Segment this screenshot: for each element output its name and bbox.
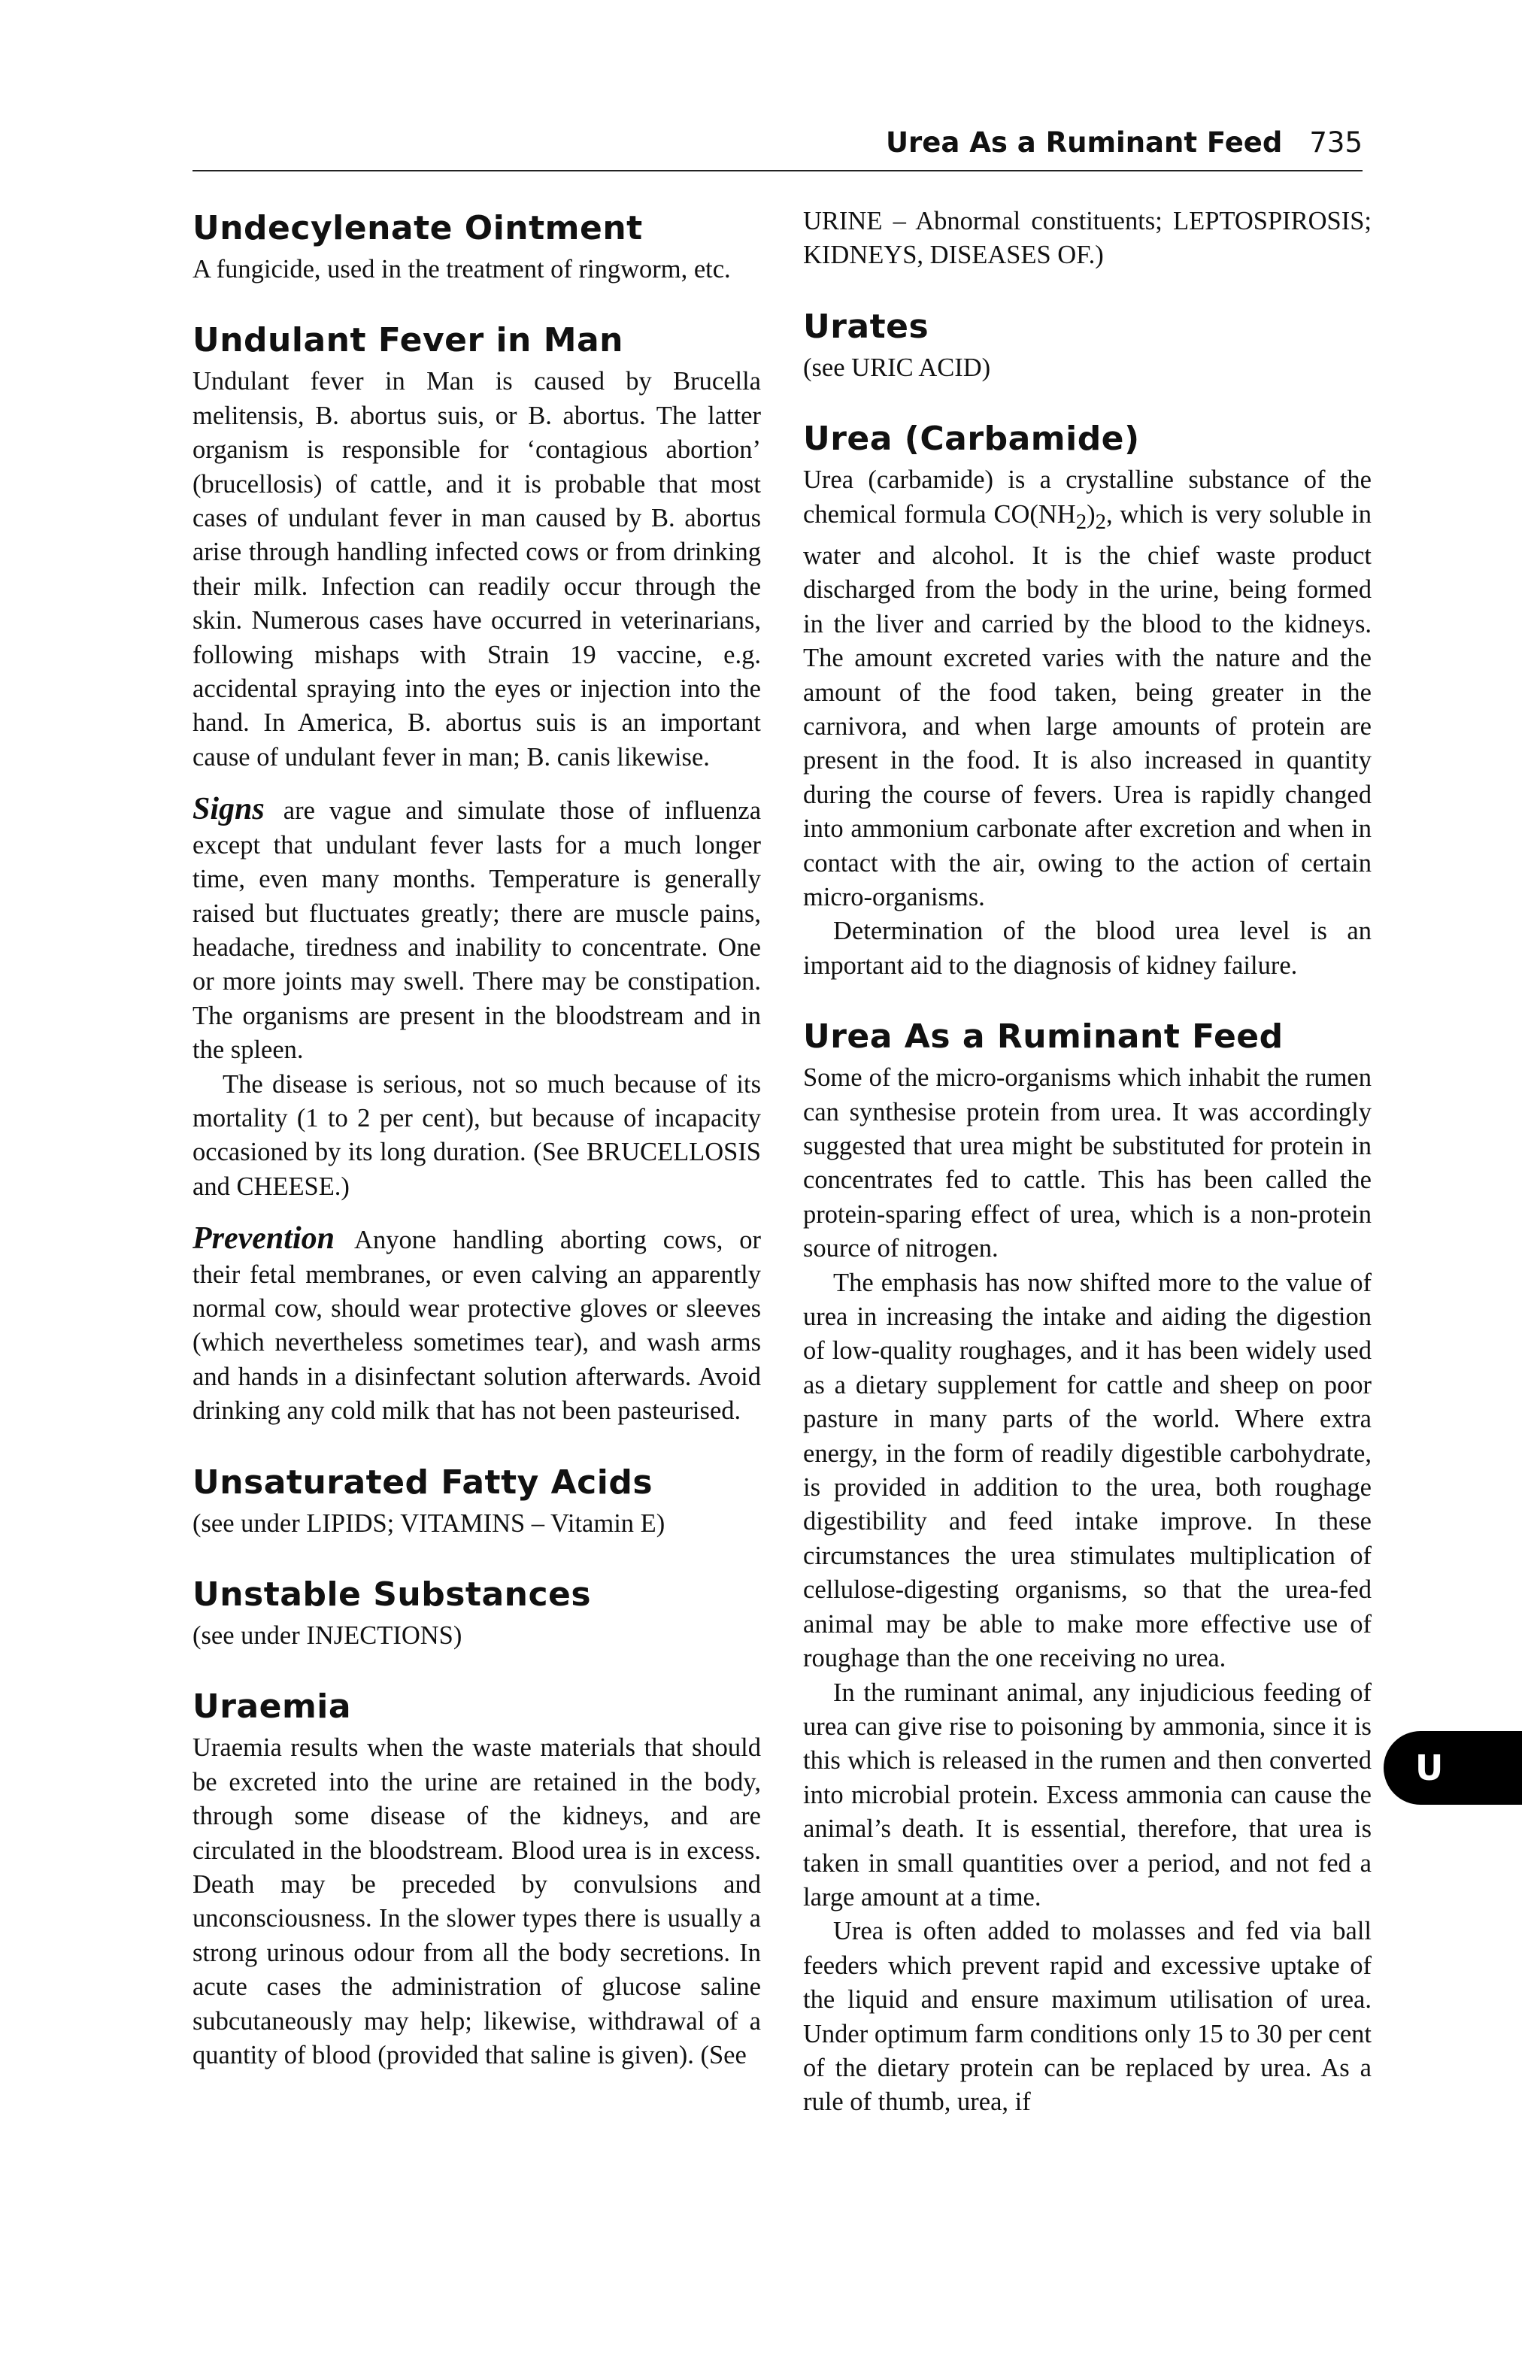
entry-title: Urea (Carbamide) bbox=[803, 420, 1140, 459]
prevention-paragraph bbox=[192, 1222, 761, 1428]
entry-paragraph: Undulant fever in Man is caused by Brucella melitensis, B. abortus suis, or B. abortus. The latter organism is responsible for ‘contagious abortion’ (brucellosis) of cattle, and it is probable that most cases of undulant fever in man caused by B. abortus arise through handling infected cows or from drinking their milk. Infection can readily occur through the skin. Numerous cases have occurred in veterinarians, following mishaps with Strain 19 vaccine, e.g. accidental spraying into the eyes or injection into the hand. In America, B. abortus suis is an important cause of undulant fever in man; B. canis likewise. bbox=[192, 367, 761, 772]
continuation-text: URINE – Abnormal constituents; LEPTOSPIROSIS; KIDNEYS, DISEASES OF.) bbox=[803, 207, 1372, 270]
entry-paragraph: The disease is serious, not so much because of its mortality (1 to 2 per cent), but because of incapacity occasioned by its long duration. (See BRUCELLOSIS and CHEESE.) bbox=[192, 1069, 761, 1201]
entry-unsaturated-fatty-acids bbox=[192, 1459, 761, 1541]
entry-uraemia bbox=[192, 1683, 761, 2072]
entry-paragraph: Some of the micro-organisms which inhabit the rumen can synthesise protein from urea. It was accordingly suggested that urea might be substituted for protein in concentrates fed to cattle. This has been called the protein-sparing effect of urea, which is a non-protein source of nitrogen. bbox=[803, 1063, 1372, 1263]
subscript: 2 bbox=[1095, 509, 1106, 534]
entry-title: Unstable Substances bbox=[192, 1575, 592, 1614]
entry-title: Unsaturated Fatty Acids bbox=[192, 1463, 653, 1502]
signs-paragraph bbox=[192, 793, 761, 1067]
running-head bbox=[192, 126, 1363, 159]
entry-urea-ruminant-feed bbox=[803, 1013, 1372, 2120]
entry-undulant-fever bbox=[192, 317, 761, 1428]
header-rule bbox=[192, 170, 1363, 171]
text-run: ) bbox=[1087, 499, 1096, 529]
left-column bbox=[192, 205, 761, 2103]
thumb-index-tab: U bbox=[1384, 1731, 1522, 1805]
entry-paragraph: In the ruminant animal, any injudicious feeding of urea can give rise to poisoning by ammonia, since it is this which is released in the rumen and then converted into microbial protein. Excess ammonia can cause the animal’s death. It is essential, therefore, that urea is taken in small quantities over a period, and not fed a large amount at a time. bbox=[803, 1678, 1372, 1912]
entry-body: (see under INJECTIONS) bbox=[192, 1621, 462, 1650]
text-run: , which is very soluble in water and alcohol. It is the chief waste product discharged from the body in the urine, being formed in the liver and carried by the blood to the kidneys. The amount excreted varies with the nature and the amount of the food taken, being greater in the carnivora, and when large amounts of protein are present in the food. It is also increased in quantity during the course of fevers. Urea is rapidly changed into ammonium carbonate after excretion and when in contact with the air, owing to the action of certain micro-organisms. bbox=[803, 499, 1372, 911]
entry-paragraph: Determination of the blood urea level is an important aid to the diagnosis of kidney failure. bbox=[803, 917, 1372, 980]
entry-body: A fungicide, used in the treatment of ringworm, etc. bbox=[192, 255, 731, 283]
entry-body: Uraemia results when the waste materials that should be excreted into the urine are retained in the body, through some disease of the kidneys, and are circulated in the bloodstream. Blood urea is in excess. Death may be preceded by convulsions and unconsciousness. In the slower types there is usually a strong urinous odour from all the body secretions. In acute cases the administration of glucose saline subcutaneously may help; likewise, withdrawal of a quantity of blood (provided that saline is given). (See bbox=[192, 1733, 761, 2070]
entry-paragraph bbox=[803, 463, 1372, 914]
prevention-heading: Prevention bbox=[192, 1221, 335, 1257]
entry-title: Urea As a Ruminant Feed bbox=[803, 1017, 1284, 1057]
entry-title: Uraemia bbox=[192, 1687, 352, 1727]
entry-body: (see under LIPIDS; VITAMINS – Vitamin E) bbox=[192, 1508, 665, 1538]
page-number: 735 bbox=[1309, 126, 1363, 159]
entry-unstable-substances bbox=[192, 1571, 761, 1653]
entry-undecylenate-ointment bbox=[192, 205, 761, 287]
prevention-text: Anyone handling aborting cows, or their fetal membranes, or even calving an apparently normal cow, should wear protective gloves or sleeves (which nevertheless sometimes tear), and wash arms and hands in a disinfectant solution afterwards. Avoid drinking any cold milk that has not been pasteurised. bbox=[192, 1226, 761, 1426]
entry-title: Undulant Fever in Man bbox=[192, 321, 624, 360]
entry-title: Undecylenate Ointment bbox=[192, 209, 643, 247]
entry-body: (see URIC ACID) bbox=[803, 353, 991, 382]
text-run: Urea (carbamide) is a crystalline substance of the chemical formula CO(NH bbox=[803, 465, 1372, 529]
entry-urea-carbamide bbox=[803, 415, 1372, 983]
entry-urates bbox=[803, 303, 1372, 385]
signs-heading: Signs bbox=[192, 792, 265, 827]
entry-title: Urates bbox=[803, 307, 929, 346]
right-column bbox=[803, 205, 1372, 2150]
signs-text: are vague and simulate those of influenza except that undulant fever lasts for a much longer time, even many months. Temperature is generally raised but fluctuates greatly; there are muscle pains, headache, tiredness and inability to concentrate. One or more joints may swell. There may be constipation. The organisms are present in the bloodstream and in the spleen. bbox=[192, 796, 762, 1065]
entry-paragraph: Urea is often added to molasses and fed via ball feeders which prevent rapid and excessive uptake of the liquid and ensure maximum utilisation of urea. Under optimum farm conditions only 15 to 30 per cent of the dietary protein can be replaced by urea. As a rule of thumb, urea, if bbox=[803, 1917, 1372, 2117]
running-title: Urea As a Ruminant Feed bbox=[886, 126, 1283, 159]
entry-paragraph: The emphasis has now shifted more to the value of urea in increasing the intake and aiding the digestion of low-quality roughages, and it has been widely used as a dietary supplement for cattle and sheep on poor pasture in many parts of the world. Where extra energy, in the form of readily digestible carbohydrate, is provided in addition to the urea, both roughage digestibility and feed intake improve. In these circumstances the urea stimulates multiplication of cellulose-digesting organisms, so that the urea-fed animal may be able to make more effective use of roughage than the one receiving no urea. bbox=[803, 1268, 1372, 1673]
subscript: 2 bbox=[1075, 509, 1087, 534]
